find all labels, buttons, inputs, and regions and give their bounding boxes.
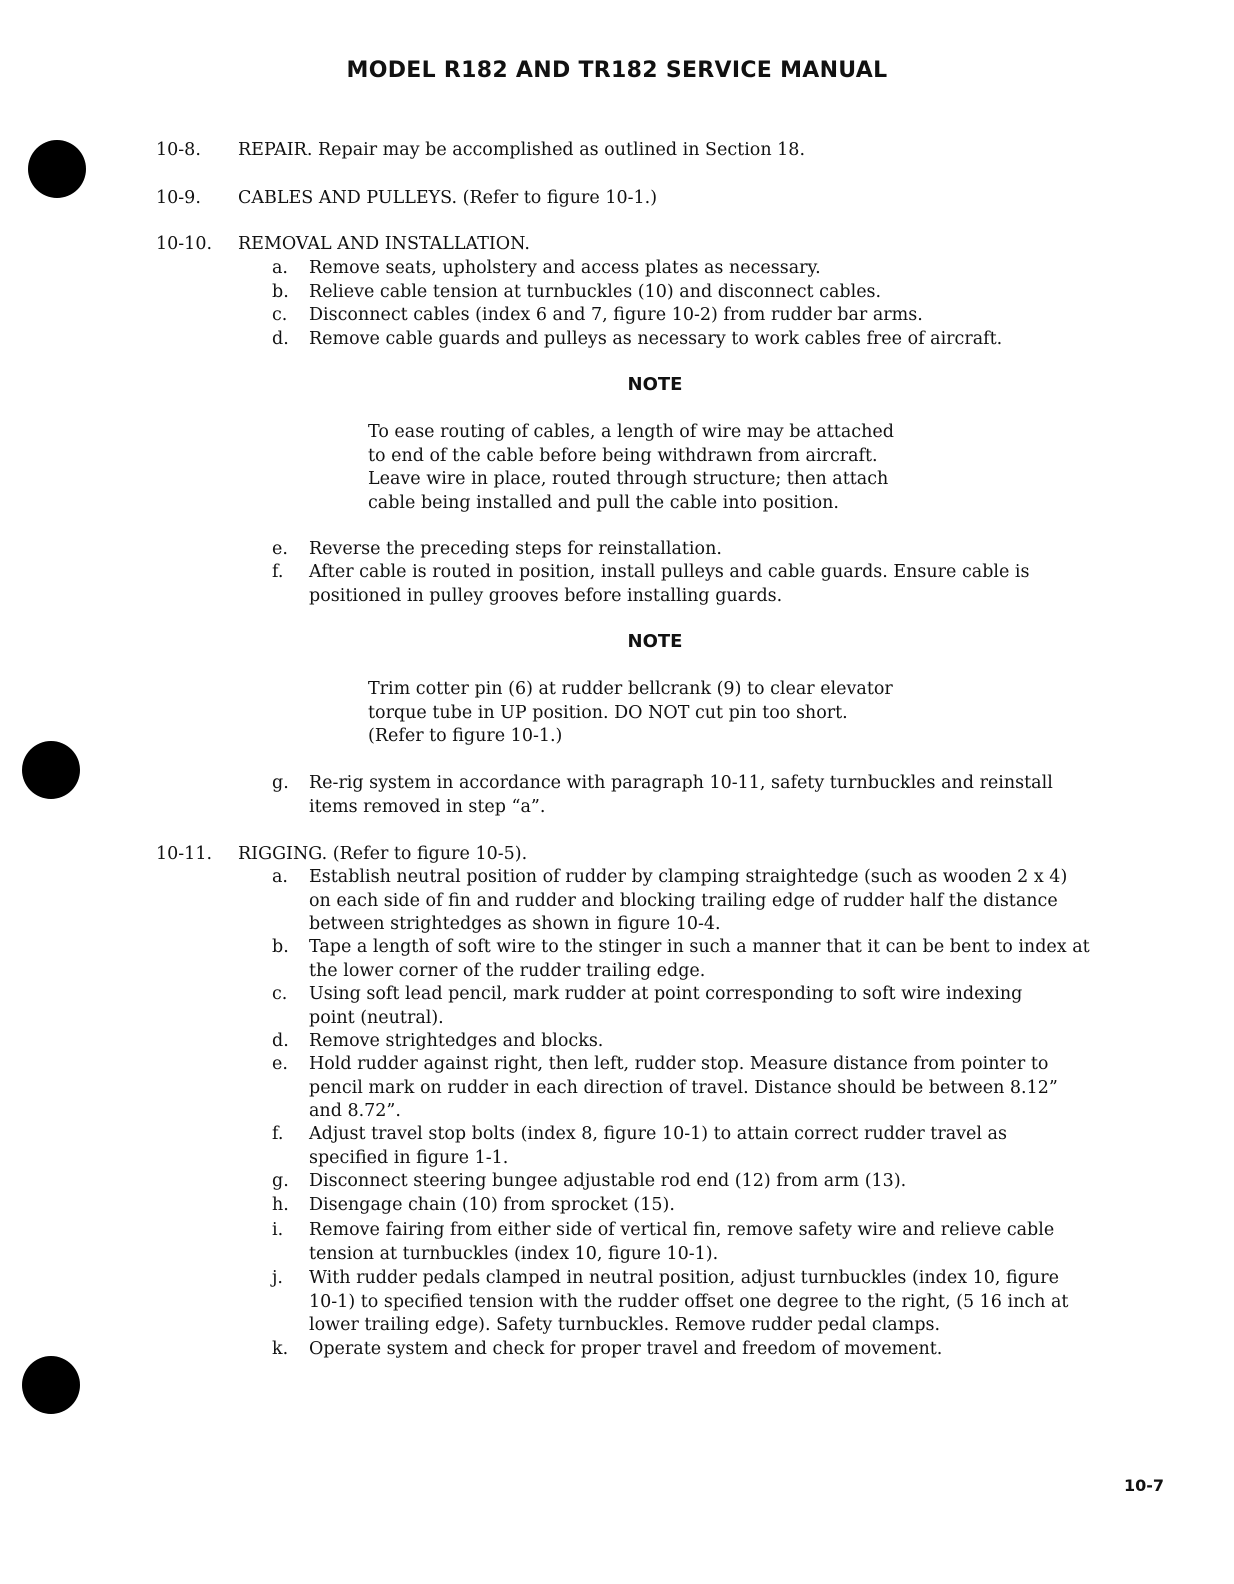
step-letter: k. xyxy=(272,1339,289,1359)
paragraph-number: 10-10. xyxy=(156,234,213,254)
step-text: lower trailing edge). Safety turnbuckles. Remove rudder pedal clamps. xyxy=(309,1315,941,1335)
step-text: and 8.72”. xyxy=(309,1101,401,1121)
step-text: point (neutral). xyxy=(309,1007,444,1028)
step-letter: h. xyxy=(272,1195,289,1215)
paragraph-number: 10-9. xyxy=(156,188,201,208)
step-text: Using soft lead pencil, mark rudder at point corresponding to soft wire indexing xyxy=(309,984,1023,1004)
note-line: To ease routing of cables, a length of wire may be attached xyxy=(368,422,894,442)
step-letter: c. xyxy=(272,984,288,1004)
step-letter: i. xyxy=(272,1220,284,1240)
step-text: pencil mark on rudder in each direction of travel. Distance should be between 8.12” xyxy=(309,1077,1058,1098)
step-text: 10-1) to specified tension with the rudder offset one degree to the right, (5 16 inch at xyxy=(309,1291,1069,1312)
note-line: (Refer to figure 10-1.) xyxy=(368,726,563,746)
step-letter: a. xyxy=(272,867,288,887)
step-text: Remove seats, upholstery and access plates as necessary. xyxy=(309,258,821,278)
step-text: Remove fairing from either side of vertical fin, remove safety wire and relieve cable xyxy=(309,1220,1055,1240)
step-text: positioned in pulley grooves before installing guards. xyxy=(309,585,783,606)
step-text: Relieve cable tension at turnbuckles (10) and disconnect cables. xyxy=(309,282,882,302)
step-letter: e. xyxy=(272,1054,288,1074)
step-text: specified in figure 1-1. xyxy=(309,1147,509,1168)
step-letter: a. xyxy=(272,258,288,278)
note-line: Leave wire in place, routed through structure; then attach xyxy=(368,469,889,489)
binder-hole-top xyxy=(28,140,86,198)
step-letter: b. xyxy=(272,282,289,302)
step-letter: f. xyxy=(272,562,284,582)
step-text: tension at turnbuckles (index 10, figure 10-1). xyxy=(309,1243,719,1264)
note-label: NOTE xyxy=(627,374,683,395)
step-letter: g. xyxy=(272,773,289,793)
paragraph-text: REPAIR. Repair may be accomplished as outlined in Section 18. xyxy=(238,140,806,160)
step-letter: c. xyxy=(272,305,288,325)
step-text: items removed in step “a”. xyxy=(309,796,546,817)
binder-hole-bottom xyxy=(22,1356,80,1414)
step-letter: j. xyxy=(272,1268,283,1288)
step-text: Reverse the preceding steps for reinstallation. xyxy=(309,539,722,559)
note-label: NOTE xyxy=(627,631,683,652)
step-text: Re-rig system in accordance with paragraph 10-11, safety turnbuckles and reinstall xyxy=(309,773,1053,793)
paragraph-heading: RIGGING. (Refer to figure 10-5). xyxy=(238,844,528,864)
step-text: Remove strightedges and blocks. xyxy=(309,1031,604,1051)
step-text: Adjust travel stop bolts (index 8, figure 10-1) to attain correct rudder travel as xyxy=(309,1124,1007,1144)
step-letter: f. xyxy=(272,1124,284,1144)
page-number: 10-7 xyxy=(1123,1476,1164,1495)
step-text: Tape a length of soft wire to the stinger in such a manner that it can be bent to index at xyxy=(309,937,1090,957)
note-line: cable being installed and pull the cable into position. xyxy=(368,492,839,513)
step-text: Operate system and check for proper travel and freedom of movement. xyxy=(309,1339,943,1359)
note-line: Trim cotter pin (6) at rudder bellcrank (9) to clear elevator xyxy=(368,679,893,699)
paragraph-heading: REMOVAL AND INSTALLATION. xyxy=(238,234,530,254)
note-line: torque tube in UP position. DO NOT cut pin too short. xyxy=(368,702,848,723)
step-letter: d. xyxy=(272,1031,289,1051)
note-body xyxy=(368,678,968,749)
step-text: between strightedges as shown in figure 10-4. xyxy=(309,914,721,934)
note-line: to end of the cable before being withdrawn from aircraft. xyxy=(368,445,878,466)
step-text: Hold rudder against right, then left, rudder stop. Measure distance from pointer to xyxy=(309,1054,1049,1074)
page-title: MODEL R182 AND TR182 SERVICE MANUAL xyxy=(346,58,888,83)
binder-hole-middle xyxy=(22,741,80,799)
step-text: Remove cable guards and pulleys as necessary to work cables free of aircraft. xyxy=(309,329,1003,349)
step-text: Disconnect cables (index 6 and 7, figure 10-2) from rudder bar arms. xyxy=(309,305,923,325)
step-text: Establish neutral position of rudder by clamping straightedge (such as wooden 2 x 4) xyxy=(309,867,1068,887)
step-letter: d. xyxy=(272,329,289,349)
paragraph-text: CABLES AND PULLEYS. (Refer to figure 10-1.) xyxy=(238,188,658,208)
step-text: After cable is routed in position, install pulleys and cable guards. Ensure cable is xyxy=(309,562,1030,582)
paragraph-number: 10-11. xyxy=(156,844,213,864)
step-letter: g. xyxy=(272,1171,289,1191)
step-text: on each side of fin and rudder and blocking trailing edge of rudder half the distance xyxy=(309,890,1058,911)
step-letter: b. xyxy=(272,937,289,957)
step-text: Disconnect steering bungee adjustable rod end (12) from arm (13). xyxy=(309,1171,907,1191)
paragraph-number: 10-8. xyxy=(156,140,201,160)
step-text: Disengage chain (10) from sprocket (15). xyxy=(309,1195,675,1215)
step-letter: e. xyxy=(272,539,288,559)
note-body xyxy=(368,421,968,515)
step-text: the lower corner of the rudder trailing edge. xyxy=(309,960,706,981)
step-text: With rudder pedals clamped in neutral position, adjust turnbuckles (index 10, figure xyxy=(309,1268,1059,1288)
